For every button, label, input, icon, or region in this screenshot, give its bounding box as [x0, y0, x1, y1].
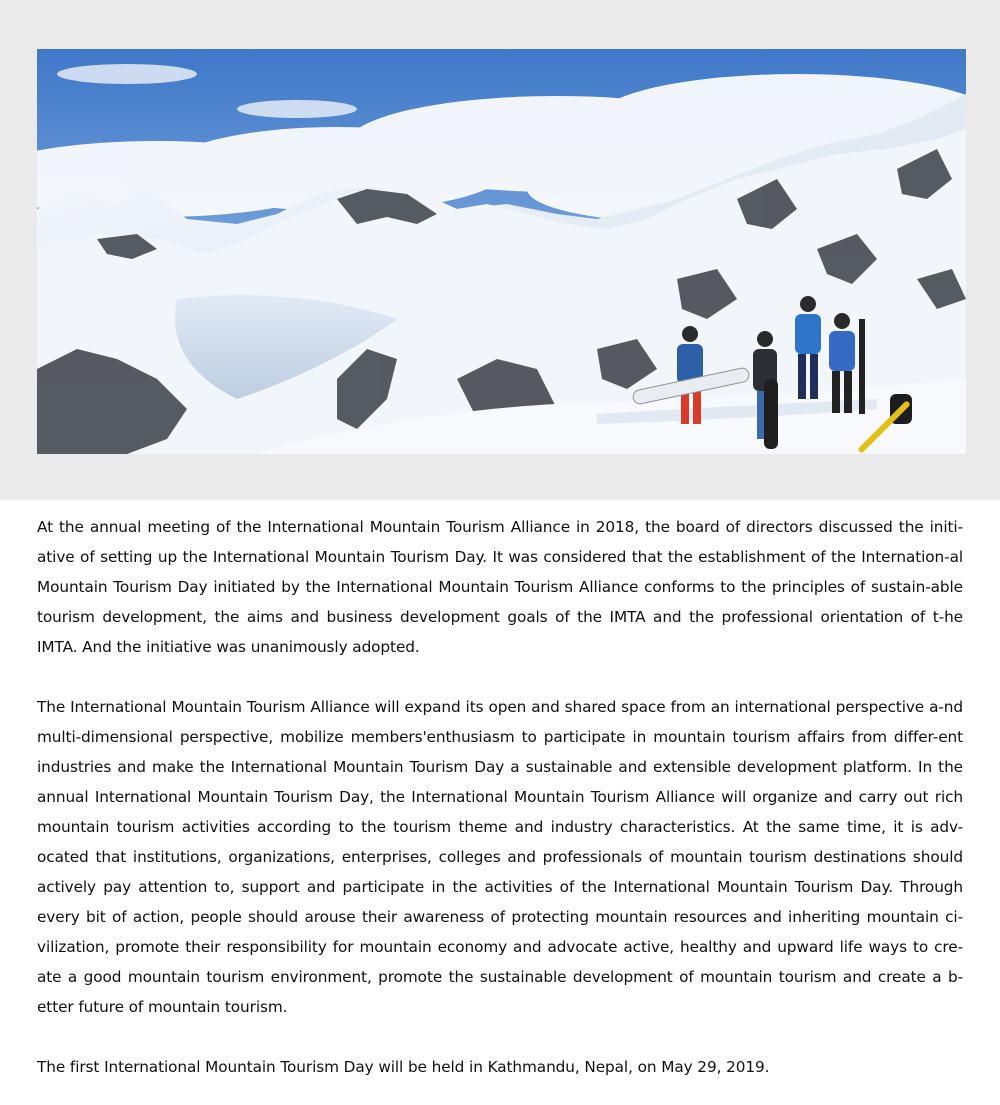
- hero-band: [0, 0, 1000, 500]
- article-paragraph-mission: The International Mountain Tourism Alliance will expand its open and shared space from an international perspective a-nd multi-dimensional perspective, mobilize members'enthusiasm to participate in mountain tourism affairs from differ-ent industries and make the International Mountain Tourism Day a sustainable and extensible development platform. In the annual International Mountain Tourism Day, the International Mountain Tourism Alliance will organize and carry out rich mountain tourism activities according to the tourism theme and industry characteristics. At the same time, it is adv-ocated that institutions, organizations, enterprises, colleges and professionals of mountain tourism destinations should actively pay attention to, support and participate in the activities of the International Mountain Tourism Day. Through every bit of action, people should arouse their awareness of protecting mountain resources and inheriting mountain ci-vilization, promote their responsibility for mountain economy and advocate active, healthy and upward life ways to cre-ate a good mountain tourism environment, promote the sustainable development of mountain tourism and create a b-etter future of mountain tourism.: [37, 698, 963, 1016]
- article-body: [0, 500, 1000, 1082]
- hero-mountain-photo: [37, 49, 966, 454]
- mountain-scene-illustration: [37, 49, 966, 454]
- article-paragraph-first-event: The first International Mountain Tourism Day will be held in Kathmandu, Nepal, on May 29, 2019.: [37, 1058, 770, 1076]
- article-paragraph-intro: At the annual meeting of the International Mountain Tourism Alliance in 2018, the board of directors discussed the initi-ative of setting up the International Mountain Tourism Day. It was considered that the establishment of the Internation-al Mountain Tourism Day initiated by the International Mountain Tourism Alliance conforms to the principles of sustain-able tourism development, the aims and business development goals of the IMTA and the professional orientation of t-he IMTA. And the initiative was unanimously adopted.: [37, 518, 963, 656]
